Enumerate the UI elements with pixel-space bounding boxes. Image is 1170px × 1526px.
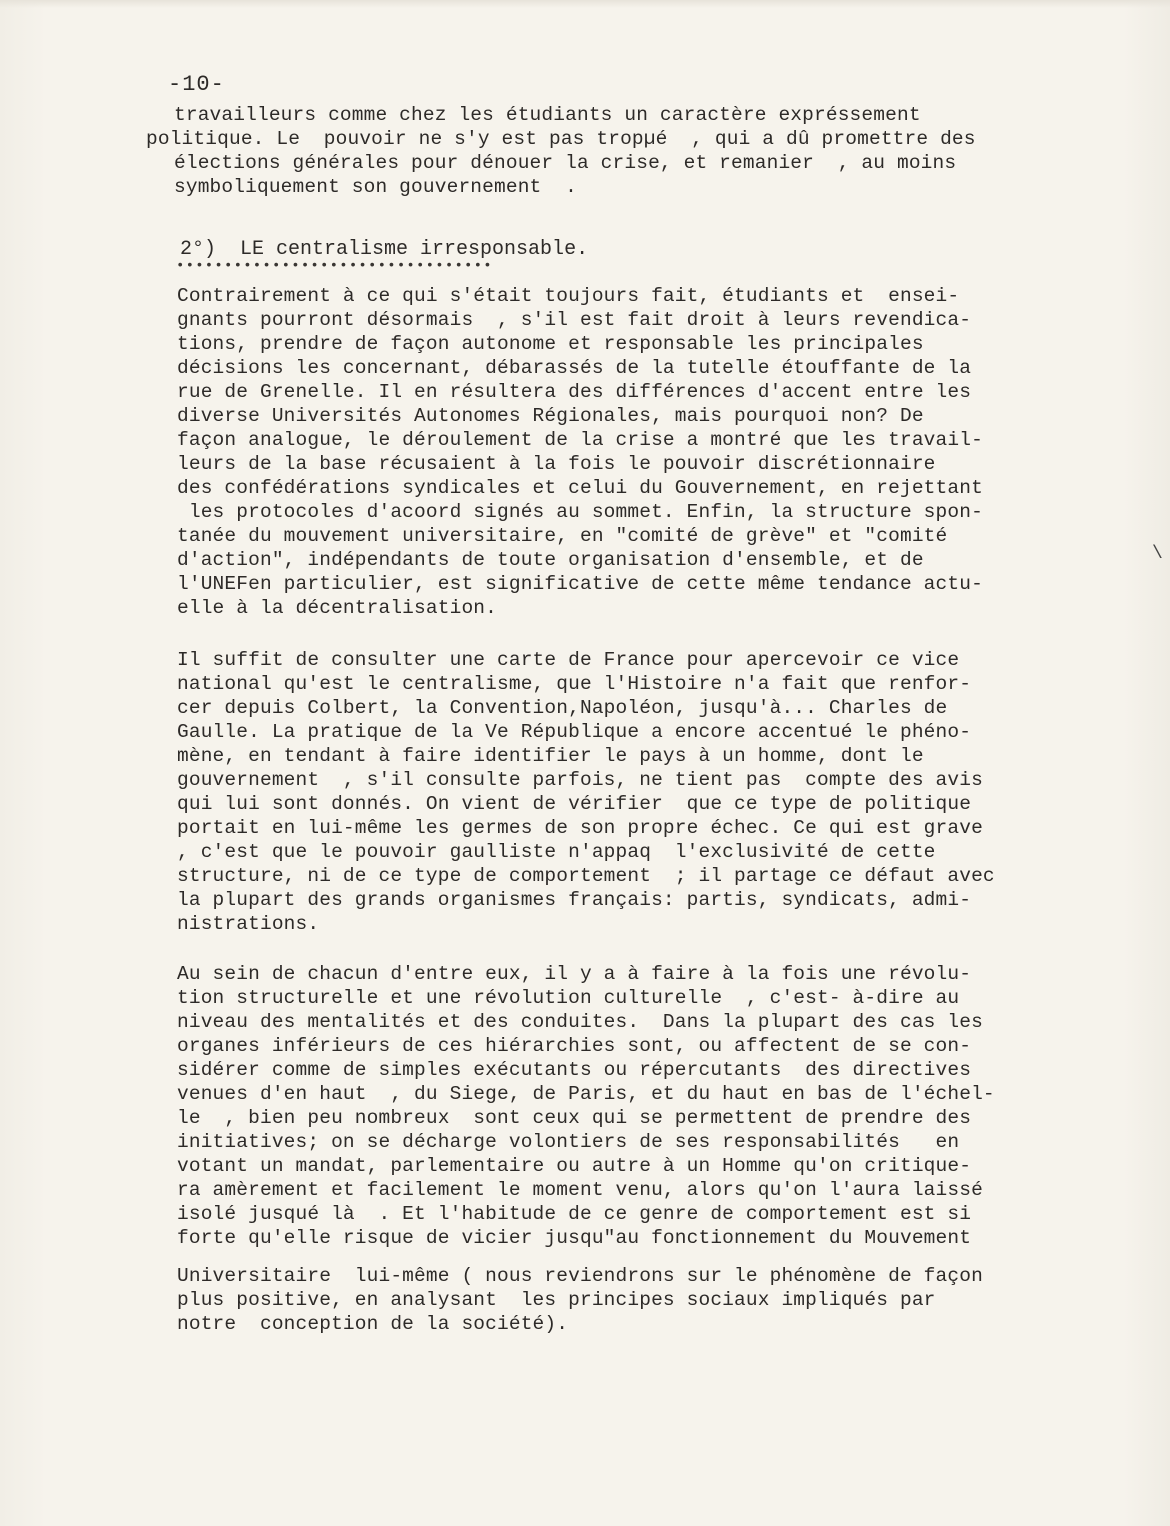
text-line: tions, prendre de façon autonome et responsable les principales [177,333,924,355]
text-line: notre conception de la société). [177,1313,569,1335]
text-line: symboliquement son gouvernement . [174,176,577,198]
text-line: décisions les concernant, débarassés de la tutelle étouffante de la [177,357,972,379]
text-line: tanée du mouvement universitaire, en "comité de grève" et "comité [177,525,948,547]
text-line: Contrairement à ce qui s'était toujours fait, étudiants et ensei- [177,285,960,307]
text-line: d'action", indépendants de toute organisation d'ensemble, et de [177,549,924,571]
page-number: -10- [168,72,225,97]
paper-top-edge [0,0,1170,8]
text-line: isolé jusqué là . Et l'habitude de ce genre de comportement est si [177,1203,972,1225]
text-line: Gaulle. La pratique de la Ve République a encore accentué le phéno- [177,721,972,743]
text-line: forte qu'elle risque de vicier jusqu"au fonctionnement du Mouvement [177,1227,972,1249]
text-line: elle à la décentralisation. [177,597,498,619]
text-line: portait en lui-même les germes de son propre échec. Ce qui est grave [177,817,983,839]
text-line: tion structurelle et une révolution culturelle , c'est- à-dire au [177,987,960,1009]
text-line: , c'est que le pouvoir gaulliste n'appaq l'exclusivité de cette [177,841,936,863]
text-line: initiatives; on se décharge volontiers de ses responsabilités en [177,1131,960,1153]
text-line: cer depuis Colbert, la Convention,Napoléon, jusqu'à... Charles de [177,697,948,719]
text-line: national qu'est le centralisme, que l'Histoire n'a fait que renfor- [177,673,972,695]
text-line: niveau des mentalités et des conduites. Dans la plupart des cas les [177,1011,983,1033]
text-line: organes inférieurs de ces hiérarchies sont, ou affectent de se con- [177,1035,972,1057]
text-line: structure, ni de ce type de comportement ; il partage ce défaut avec [177,865,995,887]
text-line: venues d'en haut , du Siege, de Paris, et du haut en bas de l'échel- [177,1083,995,1105]
text-line: qui lui sont donnés. On vient de vérifier que ce type de politique [177,793,972,815]
text-line: sidérer comme de simples exécutants ou répercutants des directives [177,1059,972,1081]
text-line: ra amèrement et facilement le moment venu, alors qu'on l'aura laissé [177,1179,983,1201]
margin-mark: \ [1152,544,1163,564]
text-line: Au sein de chacun d'entre eux, il y a à faire à la fois une révolu- [177,963,972,985]
text-line: Il suffit de consulter une carte de France pour apercevoir ce vice [177,649,960,671]
text-line: gouvernement , s'il consulte parfois, ne tient pas compte des avis [177,769,983,791]
text-line: des confédérations syndicales et celui du Gouvernement, en rejettant [177,477,983,499]
text-line: Universitaire lui-même ( nous reviendrons sur le phénomène de façon [177,1265,983,1287]
text-line: les protocoles d'acoord signés au sommet. Enfin, la structure spon- [177,501,983,523]
text-line: rue de Grenelle. Il en résultera des différences d'accent entre les [177,381,972,403]
text-line: la plupart des grands organismes français: partis, syndicats, admi- [177,889,972,911]
text-line: façon analogue, le déroulement de la crise a montré que les travail- [177,429,983,451]
text-line: plus positive, en analysant les principes sociaux impliqués par [177,1289,936,1311]
text-line: mène, en tendant à faire identifier le pays à un homme, dont le [177,745,924,767]
text-line: nistrations. [177,913,320,935]
text-line: travailleurs comme chez les étudiants un caractère expréssement [174,104,921,126]
heading-dotted-underline: ••••••••••••••••••••••••••••••••• [176,258,493,274]
text-line: le , bien peu nombreux sont ceux qui se permettent de prendre des [177,1107,972,1129]
text-line: votant un mandat, parlementaire ou autre à un Homme qu'on critique- [177,1155,972,1177]
section-heading: 2°) LE centralisme irresponsable. [180,238,589,261]
text-line: gnants pourront désormais , s'il est fait droit à leurs revendica- [177,309,972,331]
text-line: l'UNEFen particulier, est significative de cette même tendance actu- [177,573,983,595]
text-line: élections générales pour dénouer la crise, et remanier , au moins [174,152,957,174]
text-line: diverse Universités Autonomes Régionales, mais pourquoi non? De [177,405,924,427]
text-line: leurs de la base récusaient à la fois le pouvoir discrétionnaire [177,453,936,475]
text-line: politique. Le pouvoir ne s'y est pas tropµé , qui a dû promettre des [146,128,976,150]
